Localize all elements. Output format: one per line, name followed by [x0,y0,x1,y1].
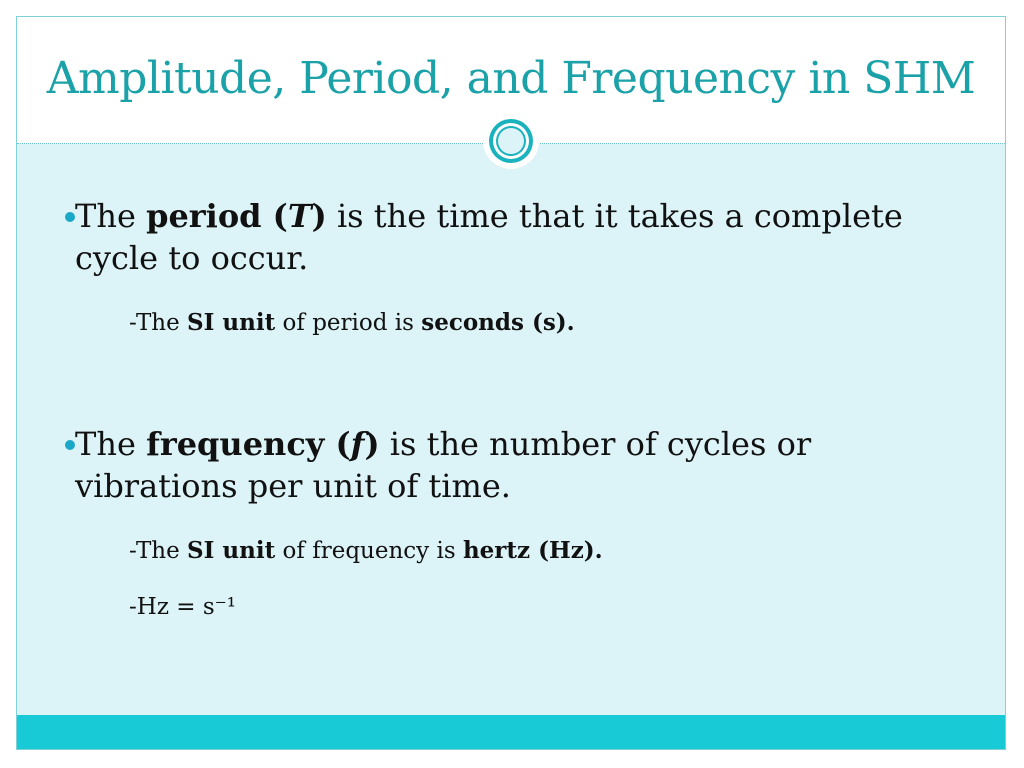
footer-bar [17,715,1005,749]
sub-frequency-si-unit: -The SI unit of frequency is hertz (Hz). [129,537,603,564]
slide-title: Amplitude, Period, and Frequency in SHM [46,53,976,104]
content-area [17,144,1005,717]
sub-hz-definition: -Hz = s⁻¹ [129,594,237,620]
bullet-frequency [75,423,975,507]
slide-frame [16,16,1006,750]
sub-period-si-unit: -The SI unit of period is seconds (s). [129,309,575,336]
bullet-dot [65,440,75,450]
bullet-period-text: The period (T) is the time that it takes a complete cycle to occur. [75,197,903,277]
bullet-dot [65,212,75,222]
bullet-period [75,195,975,279]
bullet-frequency-text: The frequency (f) is the number of cycles or vibrations per unit of time. [75,425,812,505]
circle-ornament-icon [483,113,539,169]
